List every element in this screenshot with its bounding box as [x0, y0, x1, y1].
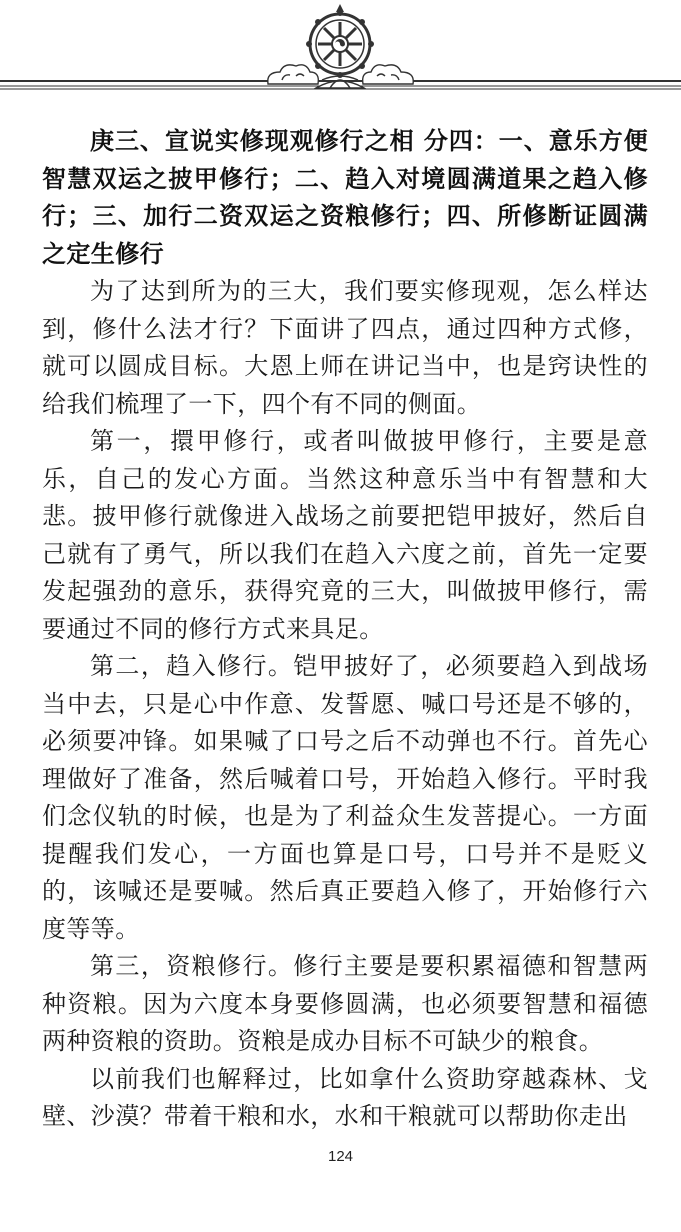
header-ornament — [0, 0, 681, 110]
paragraph: 第三，资粮修行。修行主要是要积累福德和智慧两种资粮。因为六度本身要修圆满，也必须要智慧和福德两种资粮的资助。资粮是成办目标不可缺少的粮食。 — [42, 952, 648, 1055]
paragraph: 第一，擐甲修行，或者叫做披甲修行，主要是意乐，自己的发心方面。当然这种意乐当中有智慧和大悲。披甲修行就像进入战场之前要把铠甲披好，然后自己就有了勇气，所以我们在趋入六度之前，首先一定要发起强劲的意乐，获得究竟的三大，叫做披甲修行，需要通过不同的修行方式来具足。 — [42, 427, 648, 643]
paragraph: 以前我们也解释过，比如拿什么资助穿越森林、戈壁、沙漠？带着干粮和水，水和干粮就可以帮助你走出 — [42, 1064, 648, 1130]
dharma-wheel-icon — [306, 4, 374, 78]
right-cloud-icon — [363, 65, 414, 84]
section-heading: 庚三、宣说实修现观修行之相 分四：一、意乐方便智慧双运之披甲修行；二、趋入对境圆满道果之趋入修行；三、加行二资双运之资粮修行；四、所修断证圆满之定生修行 — [42, 127, 648, 268]
paragraph: 为了达到所为的三大，我们要实修现观，怎么样达到，修什么法才行？下面讲了四点，通过四种方式修，就可以圆成目标。大恩上师在讲记当中，也是窍诀性的给我们梳理了一下，四个有不同的侧面。 — [42, 277, 648, 418]
page-body — [42, 123, 648, 1136]
left-cloud-icon — [268, 65, 319, 84]
paragraph: 第二，趋入修行。铠甲披好了，必须要趋入到战场当中去，只是心中作意、发誓愿、喊口号还是不够的，必须要冲锋。如果喊了口号之后不动弹也不行。首先心理做好了准备，然后喊着口号，开始趋入修行。平时我们念仪轨的时候，也是为了利益众生发菩提心。一方面提醒我们发心，一方面也算是口号，口号并不是贬义的，该喊还是要喊。然后真正要趋入修了，开始修行六度等等。 — [42, 652, 648, 943]
page-number: 124 — [327, 1148, 354, 1165]
